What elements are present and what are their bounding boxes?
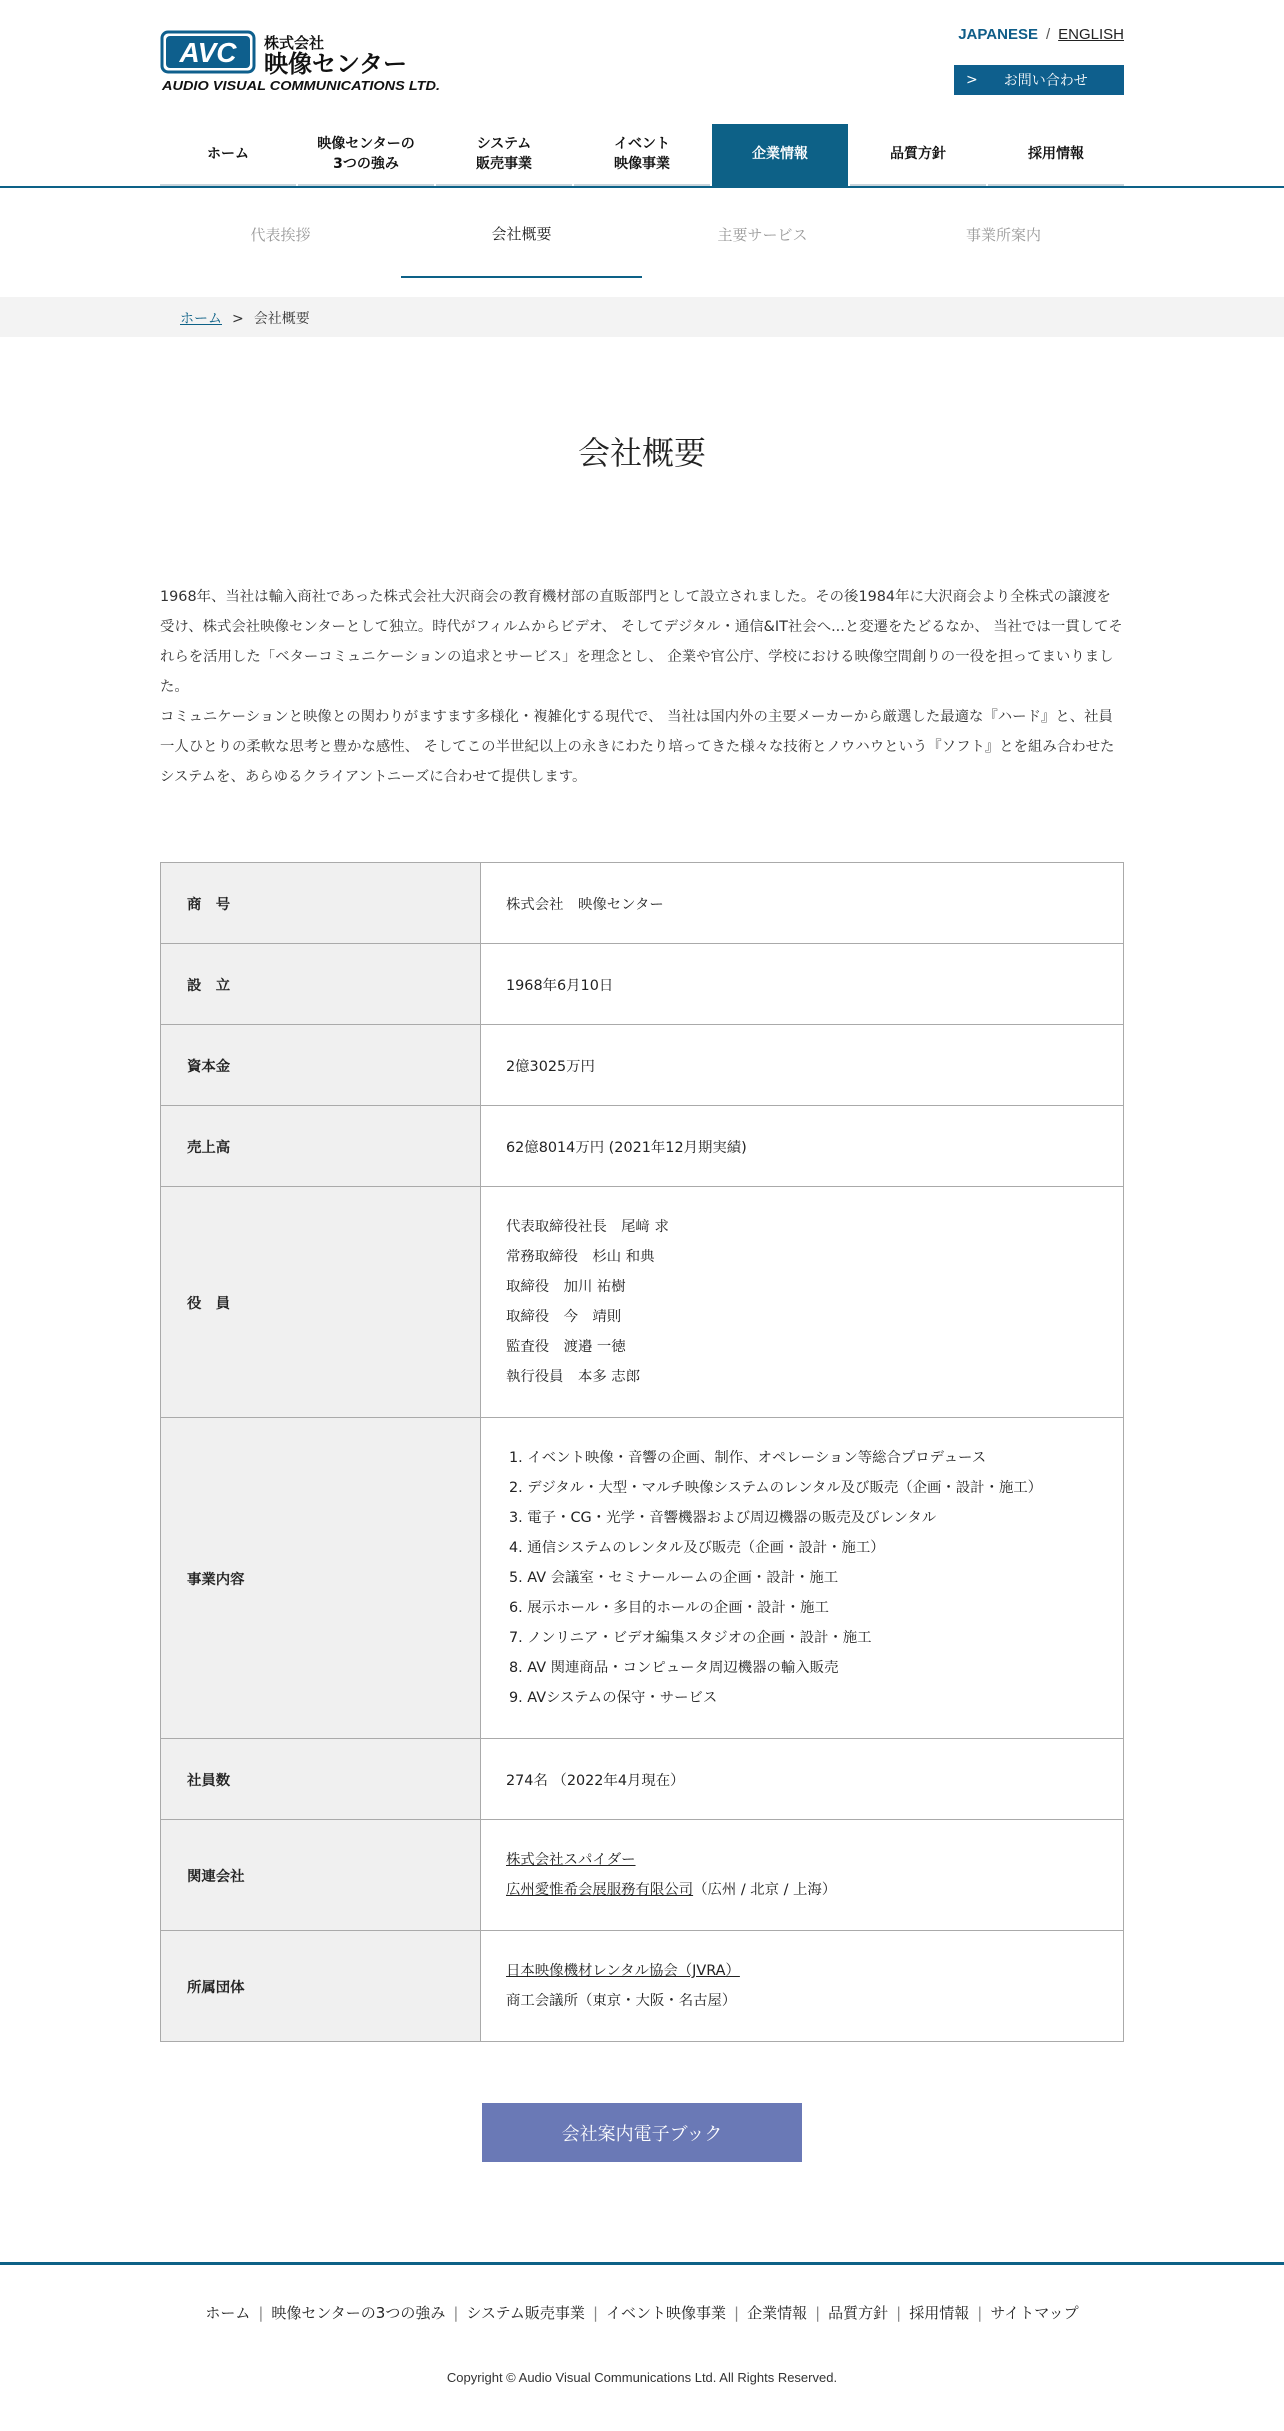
footer-link-company[interactable]: 企業情報	[747, 2304, 808, 2322]
lang-english[interactable]: ENGLISH	[1058, 26, 1124, 43]
contact-label: お問い合わせ	[1003, 73, 1088, 89]
officer-line: 執行役員 本多 志郎	[506, 1369, 641, 1385]
row-value-employees: 274名 （2022年4月現在）	[481, 1739, 1124, 1820]
nav-item-home[interactable]: ホーム	[160, 124, 296, 186]
nav-item-event-video[interactable]: イベント 映像事業	[574, 124, 710, 186]
row-value-capital: 2億3025万円	[481, 1025, 1124, 1106]
intro-paragraph-1: 1968年、当社は輸入商社であった株式会社大沢商会の教育機材部の直販部門として設立されました。その後1984年に大沢商会より全株式の譲渡を受け、株式会社映像センターとして独立。時代がフィルムからビデオ、 そしてデジタル・通信&IT社会へ...と変遷をたどるなか、 当社では一貫してそれらを活用した「ベターコミュニケーションの追求とサービス」を理念とし、 企業や官公庁、学校における映像空間創りの一役を担ってまいりました。	[160, 589, 1123, 695]
breadcrumb-home[interactable]: ホーム	[180, 311, 222, 327]
footer-separator: |	[734, 2304, 740, 2322]
nav-divider	[0, 186, 1284, 188]
intro-text	[160, 582, 1124, 792]
business-item: 7. ノンリニア・ビデオ編集スタジオの企画・設計・施工	[509, 1630, 872, 1646]
business-item: 6. 展示ホール・多目的ホールの企画・設計・施工	[509, 1600, 829, 1616]
business-item: 5. AV 会議室・セミナールームの企画・設計・施工	[509, 1570, 839, 1586]
row-label-company-name: 商 号	[161, 863, 481, 944]
nav-item-system-sales[interactable]: システム 販売事業	[436, 124, 572, 186]
footer-separator: |	[896, 2304, 902, 2322]
table-row	[161, 1931, 1124, 2042]
logo-sub: AUDIO VISUAL COMMUNICATIONS LTD.	[160, 79, 440, 92]
page-title: 会社概要	[577, 434, 706, 472]
footer-separator: |	[453, 2304, 459, 2322]
row-label-associations: 所属団体	[161, 1931, 481, 2042]
row-value-founded: 1968年6月10日	[481, 944, 1124, 1025]
logo-main: 映像センター	[264, 50, 408, 78]
table-row	[161, 1187, 1124, 1418]
footer-link-quality[interactable]: 品質方針	[828, 2304, 889, 2322]
table-row	[161, 1418, 1124, 1739]
breadcrumb-bar	[0, 297, 1284, 337]
officer-line: 監査役 渡邉 一徳	[506, 1339, 626, 1355]
ebook-button[interactable]: 会社案内電子ブック	[482, 2103, 802, 2162]
subnav-services[interactable]: 主要サービス	[717, 225, 808, 244]
row-label-capital: 資本金	[161, 1025, 481, 1106]
row-label-business: 事業内容	[161, 1418, 481, 1739]
nav-item-quality[interactable]: 品質方針	[850, 124, 986, 186]
footer-link-recruit[interactable]: 採用情報	[909, 2304, 970, 2322]
officer-line: 取締役 加川 祐樹	[506, 1279, 626, 1295]
row-label-employees: 社員数	[161, 1739, 481, 1820]
officer-line: 代表取締役社長 尾﨑 求	[506, 1219, 669, 1235]
business-list	[509, 1443, 1098, 1713]
association-link-jvra[interactable]: 日本映像機材レンタル協会（JVRA）	[506, 1963, 740, 1979]
row-label-sales: 売上高	[161, 1106, 481, 1187]
lang-separator: /	[1045, 26, 1051, 43]
table-row	[161, 1106, 1124, 1187]
row-value-officers	[481, 1187, 1124, 1418]
row-value-associations	[481, 1931, 1124, 2042]
row-label-affiliates: 関連会社	[161, 1820, 481, 1931]
footer-divider	[0, 2262, 1284, 2265]
row-label-founded: 設 立	[161, 944, 481, 1025]
nav-item-company[interactable]: 企業情報	[712, 124, 848, 186]
language-switcher	[958, 26, 1124, 43]
footer-separator: |	[815, 2304, 821, 2322]
affiliate-note: （広州 / 北京 / 上海）	[693, 1882, 837, 1898]
footer-link-strengths[interactable]: 映像センターの3つの強み	[271, 2304, 446, 2322]
table-row	[161, 944, 1124, 1025]
nav-item-recruit[interactable]: 採用情報	[988, 124, 1124, 186]
intro-paragraph-2: コミュニケーションと映像との関わりがますます多様化・複雑化する現代で、 当社は国内外の主要メーカーから厳選した最適な『ハード』と、社員一人ひとりの柔軟な思考と豊かな感性、 そしてこの半世紀以上の永きにわたり培ってきた様々な技術とノウハウという『ソフト』とを組み合わせたシステムを、あらゆるクライアントニーズに合わせて提供します。	[160, 709, 1115, 785]
chevron-right-icon: >	[966, 72, 978, 88]
avc-logo-icon	[160, 30, 442, 92]
affiliate-link-spider[interactable]: 株式会社スパイダー	[506, 1852, 636, 1868]
table-row	[161, 863, 1124, 944]
company-logo[interactable]	[160, 30, 442, 92]
row-value-affiliates	[481, 1820, 1124, 1931]
table-row	[161, 1025, 1124, 1106]
footer-link-home[interactable]: ホーム	[205, 2304, 251, 2322]
subnav-greeting[interactable]: 代表挨拶	[250, 225, 311, 244]
breadcrumb	[180, 308, 310, 328]
row-label-officers: 役 員	[161, 1187, 481, 1418]
global-nav	[160, 124, 1124, 186]
footer-separator: |	[258, 2304, 264, 2322]
business-item: 2. デジタル・大型・マルチ映像システムのレンタル及び販売（企画・設計・施工）	[509, 1480, 1043, 1496]
business-item: 1. イベント映像・音響の企画、制作、オペレーション等総合プロデュース	[509, 1450, 987, 1466]
subnav-offices[interactable]: 事業所案内	[965, 225, 1041, 244]
affiliate-link-guangzhou[interactable]: 広州愛惟希会展服務有限公司	[506, 1882, 694, 1898]
officer-line: 取締役 今 靖則	[506, 1309, 622, 1325]
row-value-company-name: 株式会社 映像センター	[481, 863, 1124, 944]
footer-separator: |	[977, 2304, 983, 2322]
business-item: 9. AVシステムの保守・サービス	[509, 1690, 718, 1706]
logo-small: 株式会社	[264, 34, 325, 52]
business-item: 8. AV 関連商品・コンピュータ周辺機器の輸入販売	[509, 1660, 839, 1676]
association-chamber: 商工会議所（東京・大阪・名古屋）	[506, 1993, 737, 2009]
breadcrumb-separator: >	[232, 311, 244, 327]
footer-link-event-video[interactable]: イベント映像事業	[606, 2304, 727, 2322]
nav-item-strengths[interactable]: 映像センターの 3つの強み	[298, 124, 434, 186]
footer-link-system-sales[interactable]: システム販売事業	[466, 2304, 585, 2322]
business-item: 4. 通信システムのレンタル及び販売（企画・設計・施工）	[509, 1540, 885, 1556]
row-value-business	[481, 1418, 1124, 1739]
footer-separator: |	[592, 2304, 598, 2322]
copyright: Copyright © Audio Visual Communications Ltd. All Rights Reserved.	[446, 2370, 838, 2385]
row-value-sales: 62億8014万円 (2021年12月期実績)	[481, 1106, 1124, 1187]
contact-button[interactable]	[954, 65, 1124, 95]
sub-nav	[160, 190, 1124, 278]
table-row	[161, 1739, 1124, 1820]
company-info-table	[160, 862, 1124, 2042]
breadcrumb-current: 会社概要	[253, 311, 310, 327]
subnav-overview[interactable]: 会社概要	[401, 190, 642, 278]
table-row	[161, 1820, 1124, 1931]
footer-nav	[0, 2302, 1284, 2323]
footer-link-sitemap[interactable]: サイトマップ	[990, 2304, 1079, 2322]
logo-mark: AVC	[179, 37, 237, 68]
lang-japanese[interactable]: JAPANESE	[958, 26, 1038, 43]
officer-line: 常務取締役 杉山 和典	[506, 1249, 655, 1265]
business-item: 3. 電子・CG・光学・音響機器および周辺機器の販売及びレンタル	[509, 1510, 937, 1526]
